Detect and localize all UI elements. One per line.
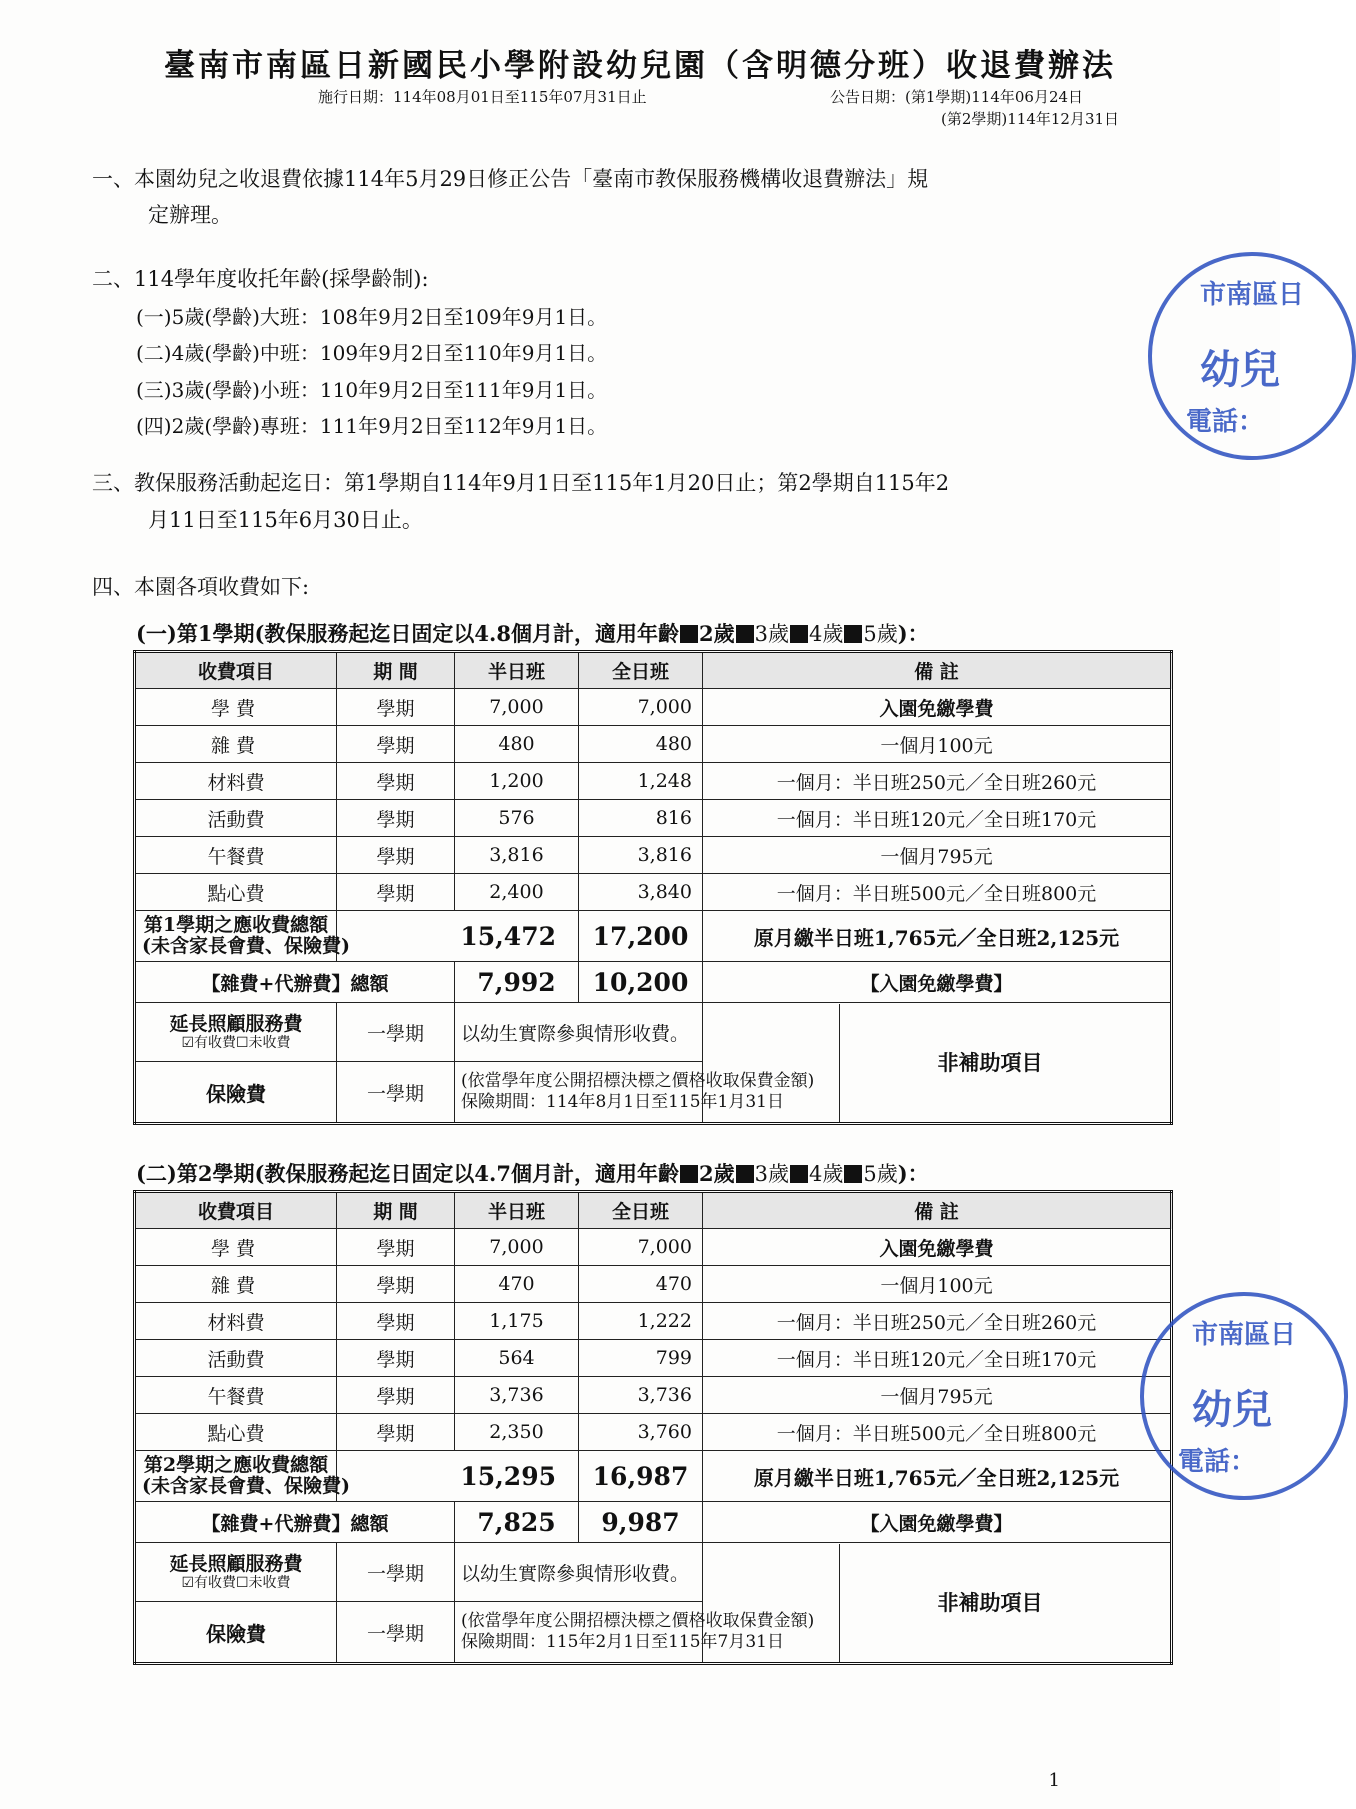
redaction-mark xyxy=(844,625,862,643)
section-3-line-2: 月11日至115年6月30日止。 xyxy=(148,508,423,532)
misc-total-half-day: 7,825 xyxy=(455,1502,579,1543)
column-header: 半日班 xyxy=(455,1192,579,1229)
table-row xyxy=(135,726,1172,763)
announce-date-1: 公告日期：(第1學期)114年06月24日 xyxy=(830,88,1084,106)
fee-note: 一個月：半日班250元／全日班260元 xyxy=(703,763,1172,800)
total-label-line-2: (未含家長會費、保險費) xyxy=(142,1475,350,1497)
table-row xyxy=(135,874,1172,911)
column-header: 收費項目 xyxy=(135,1192,337,1229)
total-label-line-1: 第2學期之應收費總額 xyxy=(143,1454,329,1476)
fee-half-day: 564 xyxy=(455,1340,579,1377)
redaction-mark xyxy=(790,625,808,643)
age-label: 2歲 xyxy=(698,621,735,646)
fee-half-day: 1,175 xyxy=(455,1303,579,1340)
fee-item: 材料費 xyxy=(135,763,337,800)
insurance-label: 保險費 xyxy=(135,1602,337,1664)
fee-period: 學期 xyxy=(337,1340,455,1377)
misc-total-half-day: 7,992 xyxy=(455,962,579,1003)
seal-text: 市南區日 xyxy=(1200,280,1305,310)
section-2-item: (三)3歲(學齡)小班：110年9月2日至111年9月1日。 xyxy=(136,378,608,402)
fee-item: 材料費 xyxy=(135,1303,337,1340)
fee-full-day: 3,840 xyxy=(579,874,703,911)
non-subsidy-label: 非補助項目 xyxy=(839,1544,1140,1662)
fee-item: 雜費 xyxy=(135,1266,337,1303)
total-label-line-1: 第1學期之應收費總額 xyxy=(143,914,329,936)
redaction-mark xyxy=(736,625,754,643)
total-note: 原月繳半日班1,765元／全日班2,125元 xyxy=(703,911,1172,962)
age-label: 4歲 xyxy=(808,1162,844,1186)
fee-note: 一個月795元 xyxy=(703,1377,1172,1414)
misc-total-label: 【雜費+代辦費】總額 xyxy=(135,1502,455,1543)
table-row xyxy=(135,689,1172,726)
section-2-item: (一)5歲(學齡)大班：108年9月2日至109年9月1日。 xyxy=(136,305,608,329)
term-1-fee-table xyxy=(133,650,1173,1125)
column-header: 備 註 xyxy=(703,1192,1172,1229)
fee-note: 一個月：半日班120元／全日班170元 xyxy=(703,1340,1172,1377)
document-title: 臺南市南區日新國民小學附設幼兒園（含明德分班）收退費辦法 xyxy=(164,48,1116,84)
redaction-mark xyxy=(680,1165,698,1183)
fee-item: 點心費 xyxy=(135,874,337,911)
misc-total-row xyxy=(135,1502,1172,1543)
table-row xyxy=(135,1340,1172,1377)
seal-text: 市南區日 xyxy=(1192,1320,1297,1350)
fee-note: 入園免繳學費 xyxy=(703,1229,1172,1266)
term-1-heading xyxy=(136,618,929,648)
misc-total-note: 【入園免繳學費】 xyxy=(703,962,1172,1003)
total-row xyxy=(135,1451,1172,1502)
table-row xyxy=(135,763,1172,800)
fee-note: 一個月100元 xyxy=(703,1266,1172,1303)
redaction-mark xyxy=(736,1165,754,1183)
fee-period: 學期 xyxy=(337,726,455,763)
extended-care-label xyxy=(135,1003,337,1062)
section-2-item: (四)2歲(學齡)專班：111年9月2日至112年9月1日。 xyxy=(136,414,608,438)
seal-text: 幼兒 xyxy=(1192,1386,1272,1433)
age-label: 5歲 xyxy=(863,622,898,646)
insurance-desc-line-2: 保險期間：115年2月1日至115年7月31日 xyxy=(461,1632,784,1652)
fee-full-day: 1,222 xyxy=(579,1303,703,1340)
extended-care-row xyxy=(135,1543,1172,1602)
insurance-desc xyxy=(455,1602,815,1664)
fee-half-day: 3,816 xyxy=(455,837,579,874)
insurance-desc-line-1: (依當學年度公開招標決標之價格收取保費金額) xyxy=(461,1611,815,1631)
table-row xyxy=(135,1303,1172,1340)
fee-full-day: 470 xyxy=(579,1266,703,1303)
fee-full-day: 816 xyxy=(579,800,703,837)
fee-half-day: 2,350 xyxy=(455,1414,579,1451)
age-label: 3歲 xyxy=(754,622,789,646)
fee-full-day: 7,000 xyxy=(579,689,703,726)
fee-half-day: 7,000 xyxy=(455,1229,579,1266)
official-seal xyxy=(1148,252,1356,460)
total-full-day: 17,200 xyxy=(579,911,703,962)
page-number: 1 xyxy=(1048,1770,1060,1791)
term-1-heading-end: )： xyxy=(897,621,929,646)
insurance-period: 一學期 xyxy=(337,1062,455,1124)
fee-period: 學期 xyxy=(337,763,455,800)
non-subsidy-label: 非補助項目 xyxy=(839,1004,1140,1122)
fee-period: 學期 xyxy=(337,1303,455,1340)
column-header: 全日班 xyxy=(579,1192,703,1229)
fee-full-day: 3,736 xyxy=(579,1377,703,1414)
total-note: 原月繳半日班1,765元／全日班2,125元 xyxy=(703,1451,1172,1502)
table-header-row xyxy=(135,1192,1172,1229)
table-row xyxy=(135,837,1172,874)
misc-total-label: 【雜費+代辦費】總額 xyxy=(135,962,455,1003)
total-label xyxy=(135,911,350,962)
fee-item: 雜費 xyxy=(135,726,337,763)
age-label: 2歲 xyxy=(698,1161,735,1186)
section-1-line-2: 定辦理。 xyxy=(148,203,232,227)
fee-note: 一個月795元 xyxy=(703,837,1172,874)
total-label-line-2: (未含家長會費、保險費) xyxy=(142,935,350,957)
column-header: 備 註 xyxy=(703,652,1172,689)
column-header: 收費項目 xyxy=(135,652,337,689)
fee-item: 午餐費 xyxy=(135,1377,337,1414)
insurance-desc-line-2: 保險期間：114年8月1日至115年1月31日 xyxy=(461,1092,784,1112)
table-row xyxy=(135,1229,1172,1266)
section-3-line-1: 三、教保服務活動起迄日：第1學期自114年9月1日至115年1月20日止；第2學期自115年2 xyxy=(92,471,950,495)
age-label: 3歲 xyxy=(754,1162,789,1186)
fee-note: 一個月：半日班250元／全日班260元 xyxy=(703,1303,1172,1340)
total-row xyxy=(135,911,1172,962)
column-header: 半日班 xyxy=(455,652,579,689)
fee-period: 學期 xyxy=(337,689,455,726)
fee-full-day: 7,000 xyxy=(579,1229,703,1266)
section-4-title: 四、本園各項收費如下: xyxy=(92,575,310,599)
extended-care-title: 延長照顧服務費 xyxy=(169,1012,303,1035)
fee-half-day: 480 xyxy=(455,726,579,763)
fee-period: 學期 xyxy=(337,837,455,874)
fee-period: 學期 xyxy=(337,1414,455,1451)
extended-care-checkbox: ☑有收費☐未收費 xyxy=(181,1574,291,1591)
fee-period: 學期 xyxy=(337,1229,455,1266)
term-2-heading xyxy=(136,1158,929,1188)
fee-half-day: 1,200 xyxy=(455,763,579,800)
term-1-heading-text: (一)第1學期(教保服務起迄日固定以4.8個月計，適用年齡 xyxy=(136,621,679,646)
fee-full-day: 3,760 xyxy=(579,1414,703,1451)
redaction-mark xyxy=(680,625,698,643)
redaction-mark xyxy=(790,1165,808,1183)
misc-total-full-day: 10,200 xyxy=(579,962,703,1003)
fee-full-day: 3,816 xyxy=(579,837,703,874)
insurance-desc xyxy=(455,1062,815,1124)
fee-period: 學期 xyxy=(337,1266,455,1303)
fee-full-day: 480 xyxy=(579,726,703,763)
term-2-fee-table xyxy=(133,1190,1173,1665)
fee-half-day: 470 xyxy=(455,1266,579,1303)
fee-note: 一個月：半日班120元／全日班170元 xyxy=(703,800,1172,837)
fee-note: 一個月：半日班500元／全日班800元 xyxy=(703,874,1172,911)
fee-period: 學期 xyxy=(337,874,455,911)
fee-item: 點心費 xyxy=(135,1414,337,1451)
fee-half-day: 3,736 xyxy=(455,1377,579,1414)
insurance-period: 一學期 xyxy=(337,1602,455,1664)
seal-text: 電話： xyxy=(1186,407,1265,437)
fee-item: 午餐費 xyxy=(135,837,337,874)
misc-total-note: 【入園免繳學費】 xyxy=(703,1502,1172,1543)
table-header-row xyxy=(135,652,1172,689)
seal-text: 電話： xyxy=(1178,1447,1257,1477)
insurance-desc-line-1: (依當學年度公開招標決標之價格收取保費金額) xyxy=(461,1071,815,1091)
fee-note: 一個月：半日班500元／全日班800元 xyxy=(703,1414,1172,1451)
effective-period: 施行日期：114年08月01日至115年07月31日止 xyxy=(318,88,647,106)
extended-care-row xyxy=(135,1003,1172,1062)
fee-note: 一個月100元 xyxy=(703,726,1172,763)
column-header: 期 間 xyxy=(337,1192,455,1229)
extended-care-desc: 以幼生實際參與情形收費。 xyxy=(455,1543,703,1602)
fee-note: 入園免繳學費 xyxy=(703,689,1172,726)
total-full-day: 16,987 xyxy=(579,1451,703,1502)
extended-care-period: 一學期 xyxy=(337,1003,455,1062)
misc-total-full-day: 9,987 xyxy=(579,1502,703,1543)
fee-item: 活動費 xyxy=(135,800,337,837)
extended-care-title: 延長照顧服務費 xyxy=(169,1552,303,1575)
term-2-heading-text: (二)第2學期(教保服務起迄日固定以4.7個月計，適用年齡 xyxy=(136,1161,679,1186)
insurance-label: 保險費 xyxy=(135,1062,337,1124)
column-header: 期 間 xyxy=(337,652,455,689)
fee-full-day: 1,248 xyxy=(579,763,703,800)
total-half-day: 15,472 xyxy=(337,911,579,962)
total-label xyxy=(135,1451,350,1502)
fee-period: 學期 xyxy=(337,1377,455,1414)
section-2-item: (二)4歲(學齡)中班：109年9月2日至110年9月1日。 xyxy=(136,341,608,365)
extended-care-label xyxy=(135,1543,337,1602)
extended-care-checkbox: ☑有收費☐未收費 xyxy=(181,1034,291,1051)
age-label: 4歲 xyxy=(808,622,844,646)
column-header: 全日班 xyxy=(579,652,703,689)
fee-period: 學期 xyxy=(337,800,455,837)
announce-date-2: (第2學期)114年12月31日 xyxy=(941,110,1120,128)
table-row xyxy=(135,1377,1172,1414)
fee-half-day: 2,400 xyxy=(455,874,579,911)
section-2-title: 二、114學年度收托年齡(採學齡制): xyxy=(92,267,429,291)
fee-half-day: 7,000 xyxy=(455,689,579,726)
official-seal xyxy=(1140,1292,1348,1500)
fee-item: 學費 xyxy=(135,1229,337,1266)
fee-full-day: 799 xyxy=(579,1340,703,1377)
seal-text: 幼兒 xyxy=(1200,346,1280,393)
table-row xyxy=(135,1414,1172,1451)
fee-half-day: 576 xyxy=(455,800,579,837)
fee-item: 學費 xyxy=(135,689,337,726)
fee-item: 活動費 xyxy=(135,1340,337,1377)
extended-care-period: 一學期 xyxy=(337,1543,455,1602)
section-1-line-1: 一、本園幼兒之收退費依據114年5月29日修正公告「臺南市教保服務機構收退費辦法」規 xyxy=(92,167,929,191)
extended-care-desc: 以幼生實際參與情形收費。 xyxy=(455,1003,703,1062)
misc-total-row xyxy=(135,962,1172,1003)
table-row xyxy=(135,1266,1172,1303)
age-label: 5歲 xyxy=(863,1162,898,1186)
total-half-day: 15,295 xyxy=(337,1451,579,1502)
table-row xyxy=(135,800,1172,837)
term-2-heading-end: )： xyxy=(897,1161,929,1186)
redaction-mark xyxy=(844,1165,862,1183)
